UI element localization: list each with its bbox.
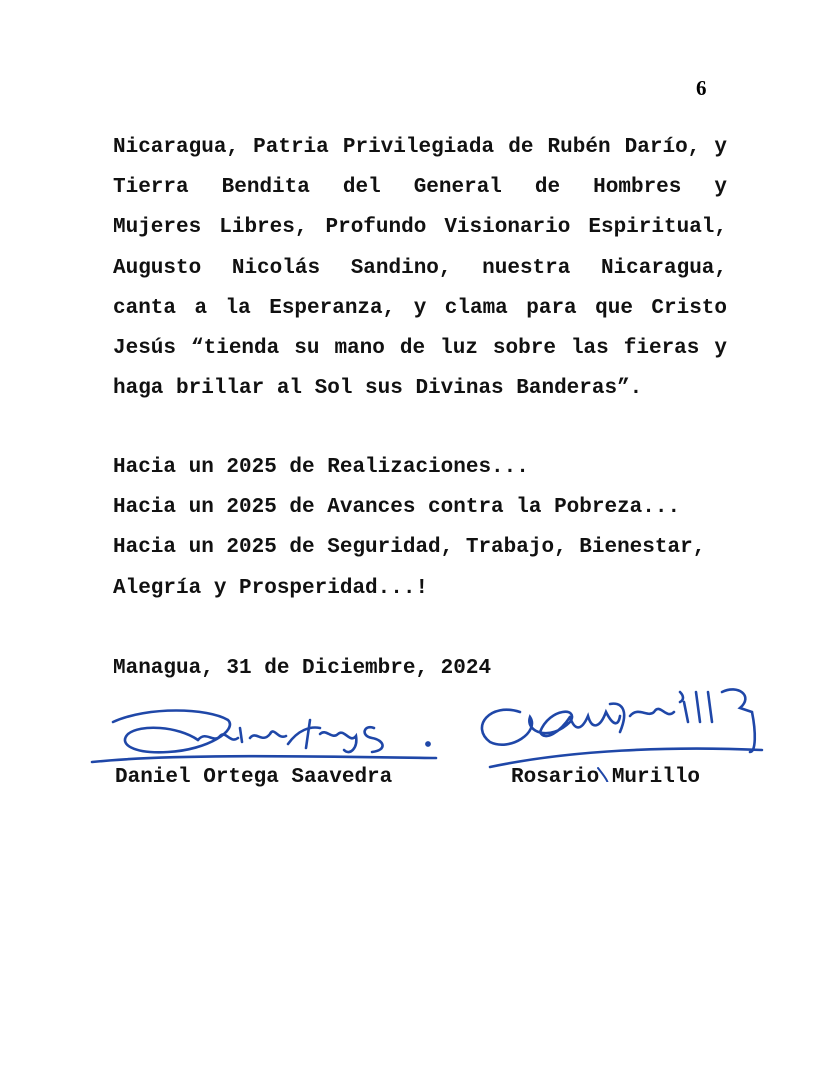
- paragraph-dedication: [113, 128, 727, 409]
- text-line: Tierra Bendita del General de Hombres y: [113, 176, 727, 200]
- text-line: Augusto Nicolás Sandino, nuestra Nicaragua,: [113, 256, 727, 280]
- text-line: Hacia un 2025 de Avances contra la Pobreza...: [113, 496, 681, 520]
- text-line: Mujeres Libres, Profundo Visionario Espiritual,: [113, 216, 727, 240]
- text-line: canta a la Esperanza, y clama para que Cristo: [113, 296, 727, 320]
- text-line: Nicaragua, Patria Privilegiada de Rubén Darío, y: [113, 136, 727, 159]
- text-line: Alegría y Prosperidad...!: [113, 576, 429, 600]
- signatory-name: Rosario Murillo: [511, 766, 701, 789]
- place-date-text: Managua, 31 de Diciembre, 2024: [113, 657, 492, 680]
- text-line: Hacia un 2025 de Seguridad, Trabajo, Bienestar,: [113, 536, 706, 560]
- text-line: Jesús “tienda su mano de luz sobre las fieras y: [113, 336, 727, 360]
- text-line: Hacia un 2025 de Realizaciones...: [113, 456, 529, 479]
- signatory-name: Daniel Ortega Saavedra: [115, 766, 393, 789]
- text-line: haga brillar al Sol sus Divinas Banderas”.: [113, 377, 643, 401]
- paragraph-wishes: [113, 448, 727, 609]
- page-number: 6: [696, 76, 707, 100]
